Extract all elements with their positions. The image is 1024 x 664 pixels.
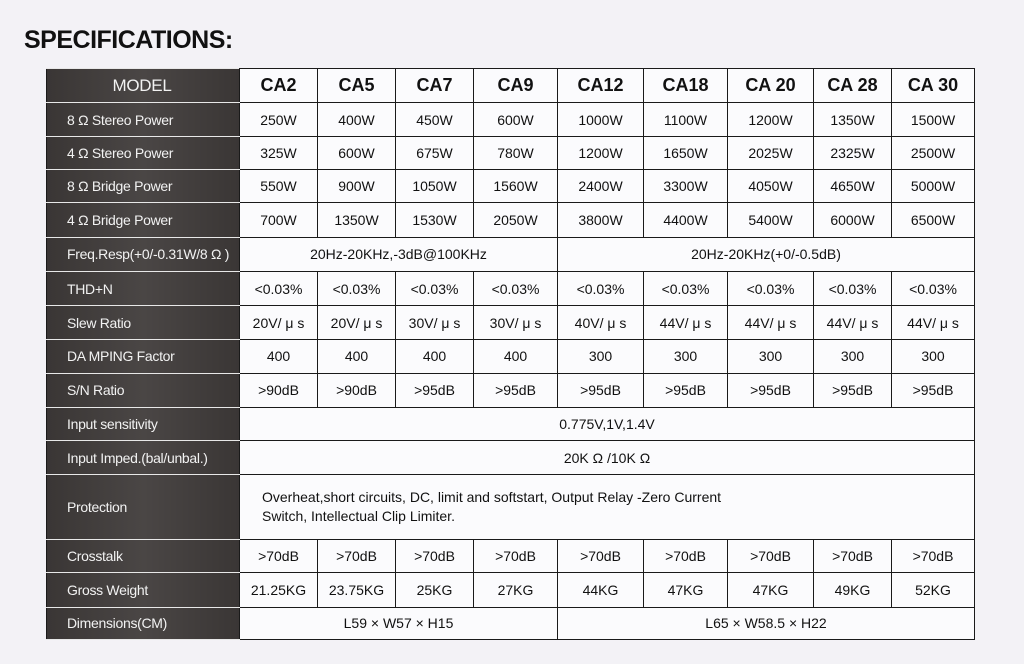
model-ca2: CA2 <box>240 69 318 103</box>
cell: 4050W <box>728 170 814 203</box>
cell: 52KG <box>892 573 975 607</box>
cell: 44V/ μ s <box>728 306 814 339</box>
model-ca18: CA18 <box>644 69 728 103</box>
stereo-power-8ohm-row <box>47 103 975 136</box>
dimensions-row <box>47 607 975 639</box>
row-label: Crosstalk <box>47 539 240 572</box>
cell: 4650W <box>814 170 892 203</box>
cell: 450W <box>396 103 474 136</box>
input-impedance-value: 20K Ω /10K Ω <box>240 440 975 474</box>
row-label: 4 Ω Bridge Power <box>47 203 240 237</box>
cell: 30V/ μ s <box>396 306 474 339</box>
dimensions-small-models: L59 × W57 × H15 <box>240 607 558 639</box>
cell: 2500W <box>892 136 975 169</box>
cell: 300 <box>558 339 644 373</box>
cell: <0.03% <box>240 272 318 306</box>
cell: 700W <box>240 203 318 237</box>
cell: 325W <box>240 136 318 169</box>
cell: >95dB <box>728 374 814 407</box>
model-ca30: CA 30 <box>892 69 975 103</box>
cell: 400 <box>318 339 396 373</box>
cell: >70dB <box>644 539 728 572</box>
cell: 2400W <box>558 170 644 203</box>
cell: 550W <box>240 170 318 203</box>
model-ca20: CA 20 <box>728 69 814 103</box>
cell: <0.03% <box>474 272 558 306</box>
cell: 1530W <box>396 203 474 237</box>
cell: >95dB <box>558 374 644 407</box>
row-label: Freq.Resp(+0/-0.31W/8 Ω ) <box>47 237 240 271</box>
cell: 1650W <box>644 136 728 169</box>
model-ca9: CA9 <box>474 69 558 103</box>
model-ca28: CA 28 <box>814 69 892 103</box>
protection-line-2: Switch, Intellectual Clip Limiter. <box>262 508 455 525</box>
stereo-power-4ohm-row <box>47 136 975 169</box>
cell: 44V/ μ s <box>814 306 892 339</box>
cell: 300 <box>728 339 814 373</box>
cell: 5400W <box>728 203 814 237</box>
freq-response-row <box>47 237 975 271</box>
cell: >70dB <box>318 539 396 572</box>
cell: 27KG <box>474 573 558 607</box>
cell: 250W <box>240 103 318 136</box>
freq-response-large-models: 20Hz-20KHz(+0/-0.5dB) <box>558 237 975 271</box>
slew-ratio-row <box>47 306 975 339</box>
input-sensitivity-row <box>47 407 975 440</box>
cell: 2025W <box>728 136 814 169</box>
cell: 1200W <box>728 103 814 136</box>
cell: <0.03% <box>892 272 975 306</box>
cell: 1050W <box>396 170 474 203</box>
cell: 1350W <box>318 203 396 237</box>
row-label: 8 Ω Bridge Power <box>47 170 240 203</box>
protection-row <box>47 475 975 540</box>
model-ca12: CA12 <box>558 69 644 103</box>
cell: 1350W <box>814 103 892 136</box>
cell: 900W <box>318 170 396 203</box>
cell: 44KG <box>558 573 644 607</box>
input-impedance-row <box>47 440 975 474</box>
cell: >95dB <box>396 374 474 407</box>
cell: 49KG <box>814 573 892 607</box>
cell: <0.03% <box>318 272 396 306</box>
cell: <0.03% <box>728 272 814 306</box>
cell: 44V/ μ s <box>644 306 728 339</box>
cell: 40V/ μ s <box>558 306 644 339</box>
cell: >70dB <box>240 539 318 572</box>
cell: >95dB <box>892 374 975 407</box>
cell: 1200W <box>558 136 644 169</box>
cell: 20V/ μ s <box>318 306 396 339</box>
cell: <0.03% <box>396 272 474 306</box>
cell: 300 <box>814 339 892 373</box>
specifications-table <box>46 68 975 640</box>
cell: <0.03% <box>814 272 892 306</box>
protection-line-1: Overheat,short circuits, DC, limit and softstart, Output Relay -Zero Current <box>262 489 722 506</box>
input-sensitivity-value: 0.775V,1V,1.4V <box>240 407 975 440</box>
cell: <0.03% <box>644 272 728 306</box>
model-ca7: CA7 <box>396 69 474 103</box>
cell: 675W <box>396 136 474 169</box>
row-label: THD+N <box>47 272 240 306</box>
cell: 2325W <box>814 136 892 169</box>
cell: >95dB <box>644 374 728 407</box>
cell: >70dB <box>728 539 814 572</box>
dimensions-large-models: L65 × W58.5 × H22 <box>558 607 975 639</box>
cell: >70dB <box>814 539 892 572</box>
cell: 3300W <box>644 170 728 203</box>
row-label: Dimensions(CM) <box>47 607 240 639</box>
row-label: Gross Weight <box>47 573 240 607</box>
cell: >90dB <box>318 374 396 407</box>
cell: 400 <box>240 339 318 373</box>
cell: 1560W <box>474 170 558 203</box>
cell: 25KG <box>396 573 474 607</box>
row-label: Protection <box>47 475 240 540</box>
cell: >95dB <box>474 374 558 407</box>
row-label: DA MPING Factor <box>47 339 240 373</box>
row-label: Slew Ratio <box>47 306 240 339</box>
freq-response-small-models: 20Hz-20KHz,-3dB@100KHz <box>240 237 558 271</box>
row-label: 4 Ω Stereo Power <box>47 136 240 169</box>
bridge-power-8ohm-row <box>47 170 975 203</box>
cell: 300 <box>892 339 975 373</box>
cell: 21.25KG <box>240 573 318 607</box>
bridge-power-4ohm-row <box>47 203 975 237</box>
cell: 4400W <box>644 203 728 237</box>
cell: >70dB <box>474 539 558 572</box>
cell: 5000W <box>892 170 975 203</box>
cell: 1500W <box>892 103 975 136</box>
gross-weight-row <box>47 573 975 607</box>
row-label: 8 Ω Stereo Power <box>47 103 240 136</box>
crosstalk-row <box>47 539 975 572</box>
cell: 2050W <box>474 203 558 237</box>
cell: >70dB <box>892 539 975 572</box>
cell: >70dB <box>396 539 474 572</box>
cell: >90dB <box>240 374 318 407</box>
model-ca5: CA5 <box>318 69 396 103</box>
cell: 600W <box>474 103 558 136</box>
protection-value <box>240 475 975 540</box>
cell: 780W <box>474 136 558 169</box>
row-label: Input sensitivity <box>47 407 240 440</box>
cell: 30V/ μ s <box>474 306 558 339</box>
cell: 44V/ μ s <box>892 306 975 339</box>
damping-factor-row <box>47 339 975 373</box>
cell: 400W <box>318 103 396 136</box>
row-label: S/N Ratio <box>47 374 240 407</box>
cell: 400 <box>396 339 474 373</box>
row-label: Input Imped.(bal/unbal.) <box>47 440 240 474</box>
cell: 400 <box>474 339 558 373</box>
sn-ratio-row <box>47 374 975 407</box>
cell: >95dB <box>814 374 892 407</box>
cell: 3800W <box>558 203 644 237</box>
cell: 1100W <box>644 103 728 136</box>
cell: 47KG <box>644 573 728 607</box>
cell: <0.03% <box>558 272 644 306</box>
cell: 300 <box>644 339 728 373</box>
cell: 23.75KG <box>318 573 396 607</box>
page-title: SPECIFICATIONS: <box>24 26 233 54</box>
thd-row <box>47 272 975 306</box>
cell: 1000W <box>558 103 644 136</box>
cell: 6500W <box>892 203 975 237</box>
cell: 6000W <box>814 203 892 237</box>
cell: >70dB <box>558 539 644 572</box>
cell: 600W <box>318 136 396 169</box>
model-header-row <box>47 69 975 103</box>
model-label: MODEL <box>47 69 240 103</box>
cell: 47KG <box>728 573 814 607</box>
cell: 20V/ μ s <box>240 306 318 339</box>
